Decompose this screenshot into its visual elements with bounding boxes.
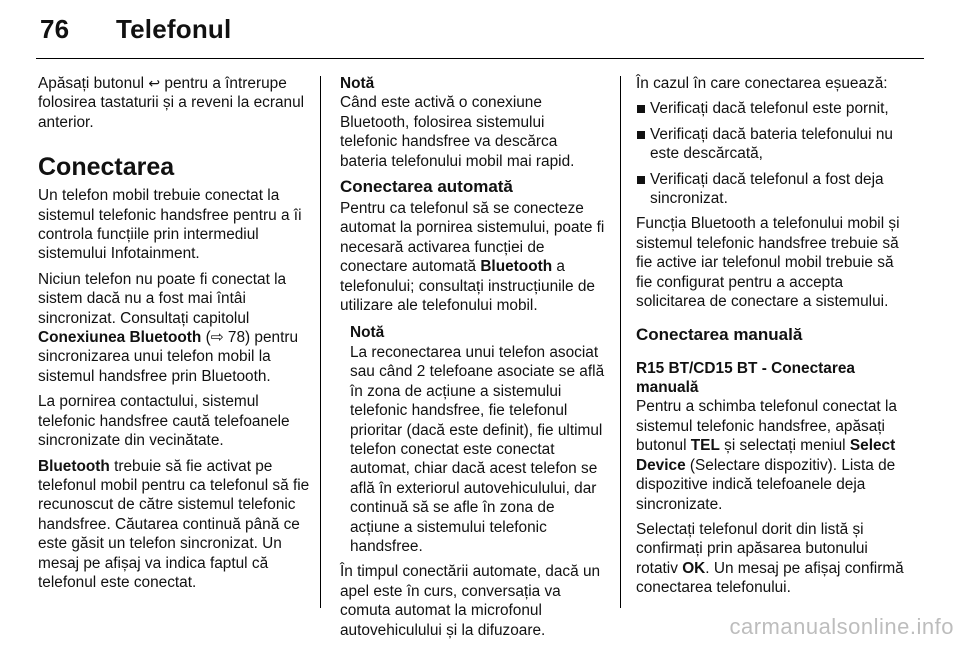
- column-divider: [320, 76, 321, 608]
- header-rule: [36, 58, 924, 59]
- column-3: [636, 74, 914, 604]
- paragraph: În timpul conectării automate, dacă un apel este în curs, conversația va comuta automat la microfonul autovehiculului și la difuzoare.: [340, 563, 601, 639]
- page-title: Telefonul: [116, 14, 232, 44]
- subsection-heading: Conectarea automată: [340, 177, 513, 197]
- list-item: Verificați dacă telefonul este pornit,: [636, 99, 914, 118]
- sub-heading: R15 BT/CD15 BT - Conectarea manuală: [636, 360, 855, 397]
- page-reference: (⇨ 78): [201, 329, 251, 347]
- section-heading: Conectarea: [38, 153, 175, 182]
- cross-reference: Conexiunea Bluetooth: [38, 329, 202, 347]
- note-text: La reconectarea unui telefon asociat sau când 2 telefoane asociate se află în zona de acțiune a sistemului telefonic handsfree, fie telefonul prioritar (dacă este definit), fie ultimul telefon conectat este conectat automat, chiar dacă acest telefon se află în exteriorul autovehiculului, dar continuă să se afle în zona de acțiune a sistemului telefonic handsfree.: [350, 343, 605, 555]
- list-item: Verificați dacă bateria telefonului nu este descărcată,: [636, 125, 914, 164]
- paragraph: Selectați telefonul dorit din listă și confirmați prin apăsarea butonului rotativ OK. Un mesaj pe afișaj confirmă conectarea telefonului.: [636, 520, 904, 597]
- back-arrow-icon: ↩: [148, 75, 161, 91]
- column-2: [340, 74, 606, 646]
- subsection-heading: Conectarea manuală: [636, 325, 803, 345]
- page-number: 76: [40, 14, 70, 44]
- watermark: carmanualsonline.info: [729, 614, 954, 639]
- bullet-list: [636, 99, 914, 208]
- button-name: TEL: [690, 437, 720, 455]
- paragraph: La pornirea contactului, sistemul telefonic handsfree caută telefoanele sincronizate din vecinătate.: [38, 393, 290, 450]
- paragraph: Apăsați butonul ↩ pentru a întrerupe folosirea tastaturii și a reveni la ecranul anterior.: [38, 75, 305, 131]
- paragraph: Funcția Bluetooth a telefonului mobil și sistemul telefonic handsfree trebuie să fie active iar telefonul mobil trebuie să fie configurat pentru a accepta solicitarea de conectare a sistemului.: [636, 215, 900, 311]
- page-header: [40, 14, 231, 45]
- button-name: OK: [682, 559, 706, 577]
- column-divider: [620, 76, 621, 608]
- paragraph: Niciun telefon nu poate fi conectat la sistem dacă nu a fost mai întâi sincronizat. Consultați capitolul Conexiunea Bluetooth (⇨ 78) pentru sincronizarea unui telefon mobil la sistemul handsfree prin Bluetooth.: [38, 270, 299, 385]
- paragraph: În cazul în care conectarea eșuează:: [636, 75, 888, 92]
- list-item: Verificați dacă telefonul a fost deja sincronizat.: [636, 170, 914, 209]
- note-title: Notă: [350, 324, 385, 342]
- paragraph: Un telefon mobil trebuie conectat la sistemul telefonic handsfree pentru a îi controla funcțiile prin intermediul sistemului Infotainment.: [38, 187, 302, 263]
- paragraph: Bluetooth trebuie să fie activat pe telefonul mobil pentru ca telefonul să fie recunoscut de către sistemul telefonic handsfree. Căutarea continuă până ce este găsit un telefon sincronizat. Un mesaj pe afișaj va indica faptul că telefonul este conectat.: [38, 457, 310, 591]
- paragraph: Pentru ca telefonul să se conecteze automat la pornirea sistemului, poate fi necesară activarea funcției de conectare automată Bluetooth a telefonului; consultați instrucțiunile de utilizare ale telefonului mobil.: [340, 200, 605, 315]
- note-title: Notă: [340, 75, 375, 92]
- menu-name: Select Device: [636, 437, 896, 474]
- paragraph: Pentru a schimba telefonul conectat la sistemul telefonic handsfree, apăsați butonul TEL și selectați meniul Select Device (Selectare dispozitiv). Lista de dispozitive indică telefoanele deja sincronizate.: [636, 398, 897, 513]
- column-1: [38, 74, 310, 598]
- note-text: Când este activă o conexiune Bluetooth, folosirea sistemului telefonic handsfree va descărca bateria telefonului mobil mai rapid.: [340, 94, 575, 170]
